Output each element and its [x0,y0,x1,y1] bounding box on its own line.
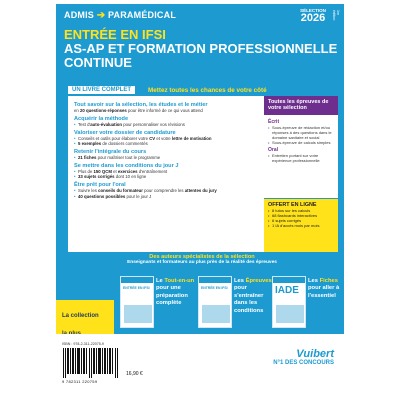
publisher-logo [273,348,334,366]
price: 16,90 € [126,371,143,377]
written-title: Écrit [268,118,280,125]
list-item: • Suivre les conseils du formateur pour comprendre les attentes du jury [74,188,258,193]
list-item: • 6 sujets corrigés [268,218,334,223]
book-cover-image [202,305,230,323]
publisher-tagline: N°1 DES CONCOURS [273,360,334,366]
book-cover-image [276,305,304,323]
exams-box [264,96,338,198]
edition-label: SÉLECTION [300,8,326,13]
list-item: • 40 questions possibles pour le jour J [74,194,258,199]
authors-line-1: Des auteurs spécialistes de la sélection [149,254,255,260]
section-application-title: Valoriser votre dossier de candidature [74,129,176,136]
authors-banner [64,254,340,265]
book-2-description: Les Épreuves pour s'entraîner dans les conditions [234,278,272,314]
isbn-text: ISBN : 978-2-311-22075-9 [62,342,104,346]
list-item: • 33 sujets corrigés dont 10 en ligne [74,174,258,179]
content-summary-box [68,96,264,252]
section-oral-title: Être prêt pour l'oral [74,181,126,188]
book-1-cover-text: ENTRÉE EN IFSI [123,286,150,290]
complete-book-tag: UN LIVRE COMPLET [68,86,135,94]
book-cover-image [124,305,152,323]
barcode-icon [62,348,120,378]
book-3-cover-text: IADE [275,285,299,296]
hero-title [64,27,340,70]
book-thumbnail-3 [272,276,306,328]
book-2-cover-text: ENTRÉE EN IFSI [201,286,228,290]
exams-box-body [264,115,338,165]
online-offer-title: OFFERT EN LIGNE [268,202,317,208]
book-thumbnail-1 [120,276,154,328]
list-item: • Sous-épreuve de rédaction et/ou réponses à des questions dans le domaine sanitaire et social [268,125,334,140]
list-item: • 5 exemples de dossiers commentés [74,141,258,146]
list-item: • Plus de 150 QCM et exercices d'entraînement [74,169,258,174]
section-method-title: Acquérir la méthode [74,115,129,122]
book-3-description: Les Fiches pour aller à l'essentiel [308,278,340,299]
title-line-1: ENTRÉE EN IFSI [64,27,166,42]
authors-line-2: Enseignants et formateurs au plus près de la réalité des épreuves [127,260,277,265]
section-exam-day-title: Se mettre dans les conditions du jour J [74,162,179,169]
oral-title: Oral [268,146,279,153]
list-item: • 1 IA d'accès mois par mois [268,223,334,228]
list-item: • Sous-épreuve de calculs simples [268,140,334,145]
list-item: • Entretien portant sur votre expérience professionnelle [268,153,334,163]
intro-text: en 20 questions-réponses pour être informé de ce qui vous attend [74,108,203,114]
book-1-description: Le Tout-en-un pour une préparation complète [156,278,195,307]
book-back-cover [56,4,344,396]
list-item: • Test d'auto-évaluation pour personnaliser vos révisions [74,122,258,127]
brand-line [64,10,176,21]
subtitle: Mettez toutes les chances de votre côté [148,87,267,94]
section-course-title: Retenir l'intégrale du cours [74,148,147,155]
list-item: • Conseils et outils pour élaborer votre CV et votre lettre de motivation [74,136,258,141]
list-item: • 68 flashcards interactives [268,213,334,218]
collection-badge [56,300,114,338]
publisher-name: Vuibert [296,348,334,360]
title-line-2: AS-AP ET FORMATION PROFESSIONNELLE [64,41,338,56]
exams-box-title: Toutes les épreuves de votre sélection [264,96,338,115]
edition-side-note: 1re édition [332,10,340,21]
top-banner [56,4,344,26]
edition-year: 2026 [300,12,326,24]
barcode-number: 9 782311 220759 [62,379,98,384]
online-offer-box [264,199,338,252]
intro-title: Tout savoir sur la sélection, les études et le métier [74,102,208,108]
book-thumbnail-2 [198,276,232,328]
list-item: • 21 fiches pour maîtriser tout le programme [74,155,258,160]
edition-badge [296,8,330,26]
title-line-3: CONTINUE [64,55,132,70]
collection-line-1: La collection [62,313,99,319]
brand-admis: ADMIS [64,10,94,20]
arrow-right-icon: ➔ [96,10,106,21]
brand-paramedical: PARAMÉDICAL [108,10,177,20]
bottom-band [56,334,344,396]
list-item: • 8 tutos sur les calculs [268,208,334,213]
